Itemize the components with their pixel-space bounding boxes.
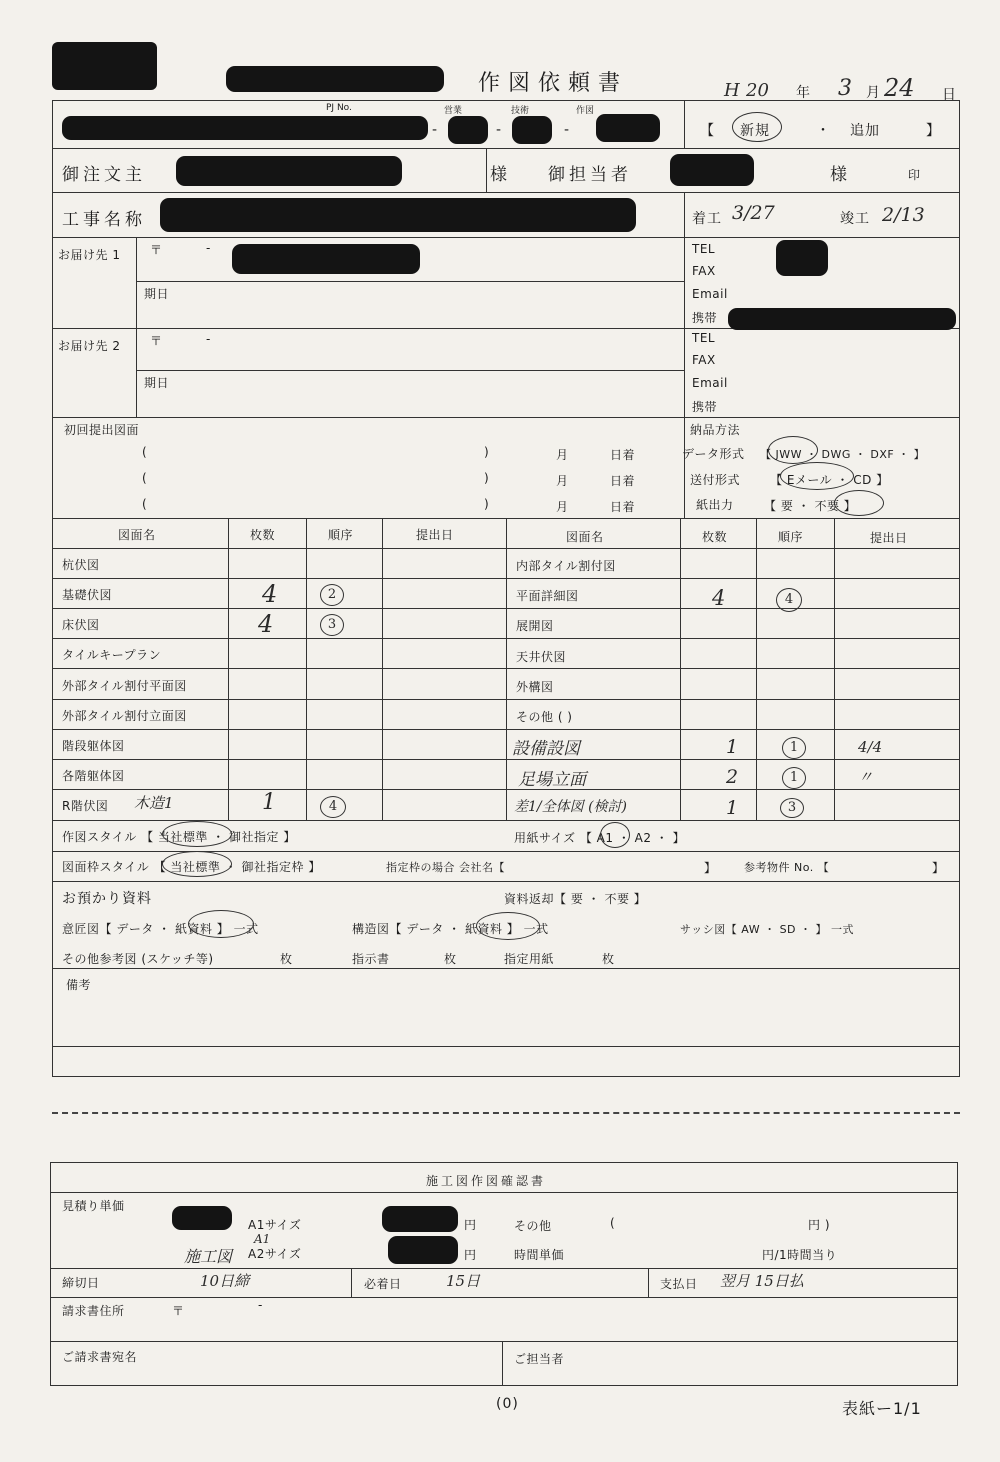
delivery1-label: お届け先 1 [58,248,121,262]
paper-size[interactable]: 用紙サイズ 【 A1 ・ A2 ・ 】 [514,831,686,845]
redacted-a2-price [388,1236,458,1264]
drawing-style-selected-circle [162,821,232,847]
right-drawing-name: 天井伏図 [516,650,567,664]
sash-drawings[interactable]: サッシ図【 AW ・ SD ・ 】 一式 [680,923,855,936]
redacted-tech [512,116,552,144]
left-drawing-note: 木造1 [134,794,174,812]
materials-label: お預かり資料 [62,891,152,907]
person-sama: 様 [830,165,851,185]
frame-company-close: 】 [704,861,717,875]
delivery1-tel: TEL [692,242,716,256]
right-drawing-name: 設備設図 [512,739,580,759]
structure-drawings[interactable]: 構造図【 データ ・ 紙資料 】 一式 [352,922,549,936]
payment-label: 支払日 [660,1277,698,1291]
estimate-label: 見積り単価 [62,1199,125,1213]
delivery2-date-label: 期日 [144,376,170,390]
materials-return[interactable]: 資料返却【 要 ・ 不要 】 [504,892,647,906]
redacted-project-name [160,198,636,232]
date-day: 24 [884,74,915,102]
a1-size-label: A1サイズ [248,1218,302,1232]
right-drawing-order: 4 [776,588,802,612]
billing-to-label: ご請求書宛名 [62,1350,138,1364]
reference-no: 参考物件 No. 【 [744,861,830,874]
right-drawing-name: 差1/全体図 (検討) [514,799,627,815]
billing-dash: - [258,1298,263,1312]
right-header-name: 図面名 [566,530,604,544]
a2-size-label: A2サイズ [248,1247,302,1261]
a1-selected-circle [600,822,630,848]
arrival-value: 15日 [446,1272,481,1290]
delivery1-dash: - [206,241,211,255]
first-submission-label: 初回提出図面 [64,423,140,437]
paper-not-needed-circle [834,490,884,516]
pj-separator-2: - [496,122,503,138]
delivery2-postal: 〒 [150,334,163,348]
left-drawing-name: 各階躯体図 [62,769,125,783]
first-submission-row2-close: ) [484,471,490,485]
a2-yen: 円 [464,1248,477,1262]
redacted-logo [52,42,157,90]
arrival-label: 必着日 [364,1277,402,1291]
right-drawing-order: 1 [782,767,806,789]
first-submission-row3-open: ( [142,497,148,511]
frame-style[interactable]: 図面枠スタイル 【 当社標準 ・ 御社指定枠 】 [62,860,321,874]
sales-label: 営業 [444,106,463,116]
redacted-a1-code [172,1206,232,1230]
right-drawing-submit: 4/4 [858,738,883,756]
page-number: (0) [496,1396,519,1412]
right-drawing-count: 2 [726,766,739,788]
pj-separator-3: - [564,122,571,138]
send-format-label: 送付形式 [690,473,741,487]
left-drawing-name: 外部タイル割付立面図 [62,709,187,723]
right-drawing-submit: 〃 [858,768,874,786]
order-type-close: 】 [926,123,941,139]
first-submission-row3-day: 日着 [610,500,636,514]
delivery1-email: Email [692,287,728,301]
first-submission-row1-close: ) [484,445,490,459]
instruction-label: 指示書 [352,952,390,966]
order-type-dot: ・ [816,123,831,139]
left-drawing-count: 1 [262,790,276,815]
data-format-label: データ形式 [682,447,745,461]
hourly-label: 時間単価 [514,1248,565,1262]
design-paper-circle [188,910,254,938]
redacted-sales [448,116,488,144]
delivery1-postal: 〒 [150,243,163,257]
billing-postal: 〒 [172,1304,185,1318]
redacted-delivery1-mobile [728,308,956,330]
left-drawing-order: 3 [320,614,344,636]
order-type-new[interactable]: 新規 [740,123,770,139]
jww-selected-circle [768,436,818,464]
delivery2-tel: TEL [692,331,716,345]
billing-address-label: 請求書住所 [62,1304,125,1318]
remarks-label: 備考 [66,978,92,992]
left-drawing-name: 外部タイル割付平面図 [62,679,187,693]
right-drawing-name: 足場立面 [518,770,586,790]
redacted-person [670,154,754,186]
pj-separator-1: - [432,122,439,138]
other-reference: その他参考図 (スケッチ等) [62,952,214,966]
left-drawing-name: タイルキープラン [62,648,162,662]
seal-label: 印 [908,168,921,182]
payment-value: 翌月 15日払 [720,1272,804,1290]
drafting-label: 作図 [576,106,595,116]
left-drawing-count: 4 [262,580,278,608]
start-label: 着工 [692,211,722,227]
other-fee-close: 円 ) [808,1218,830,1232]
delivery2-dash: - [206,332,211,346]
confirmation-frame [50,1162,958,1386]
page-title: 作図依頼書 [478,71,629,96]
right-drawing-name: 内部タイル割付図 [516,559,616,573]
redacted-delivery1-tel [776,240,828,276]
deadline-value: 10日締 [200,1272,250,1290]
other-reference-sheets: 枚 [280,952,293,966]
left-drawing-order: 2 [320,584,344,606]
tech-label: 技術 [511,106,530,116]
deadline-label: 締切日 [62,1276,100,1290]
delivery1-mobile: 携帯 [692,311,718,325]
paper-output-options[interactable]: 【 要 ・ 不要 】 [764,499,857,513]
confirmation-title: 施工図作図確認書 [426,1174,547,1188]
left-drawing-count: 4 [258,610,274,638]
end-label: 竣工 [840,211,870,227]
right-drawing-order: 3 [780,798,804,818]
right-drawing-name: 展開図 [516,619,554,633]
right-drawing-count: 4 [712,586,726,610]
right-header-order: 順序 [778,530,804,544]
a1-yen: 円 [464,1218,477,1232]
date-month-label: 月 [866,85,881,101]
new-selected-circle [732,112,782,142]
designated-paper-label: 指定用紙 [504,952,555,966]
date-era: H [724,80,740,101]
redacted-drafting [596,114,660,142]
cut-line [52,1112,960,1114]
left-drawing-name: 杭伏図 [62,558,100,572]
data-format-options[interactable]: 【 JWW ・ DWG ・ DXF ・ 】 [760,448,926,461]
delivery1-date-label: 期日 [144,287,170,301]
right-drawing-order: 1 [782,737,806,759]
first-submission-row1-month: 月 [556,448,569,462]
first-submission-row2-open: ( [142,471,148,485]
designated-paper-sheets: 枚 [602,952,615,966]
project-name-label: 工事名称 [62,210,146,230]
first-submission-row3-close: ) [484,497,490,511]
left-header-count: 枚数 [250,528,276,542]
first-submission-row1-open: ( [142,445,148,459]
redacted-pj-no [62,116,428,140]
order-type-open: 【 [700,123,715,139]
right-drawing-count: 1 [726,736,739,758]
cover-label: 表紙ー1/1 [842,1399,922,1418]
client-label: 御注文主 [62,165,146,185]
redacted-client [176,156,402,186]
frame-company: 指定枠の場合 会社名【 [386,861,505,874]
other-fee-label: その他 [514,1219,552,1233]
frame-style-selected-circle [162,851,232,877]
left-header-submit: 提出日 [416,528,454,542]
date-year-label: 年 [796,85,811,101]
right-drawing-count: 1 [726,797,739,819]
construction-note: 施工図 [184,1247,233,1266]
client-sama: 様 [490,165,511,185]
left-drawing-order: 4 [320,796,346,818]
person-label: 御担当者 [548,165,632,185]
a2-handwritten-note: A1 [254,1232,271,1246]
left-drawing-name: R階伏図 [62,799,109,813]
delivery-method-label: 納品方法 [690,423,741,437]
instruction-sheets: 枚 [444,952,457,966]
send-format-options[interactable]: 【 Eメール ・ CD 】 [770,473,889,487]
order-type-add[interactable]: 追加 [850,123,880,139]
delivery2-email: Email [692,376,728,390]
right-drawing-name: 外構図 [516,680,554,694]
design-drawings[interactable]: 意匠図【 データ ・ 紙資料 】 一式 [62,922,259,936]
delivery2-fax: FAX [692,353,716,367]
first-submission-row2-month: 月 [556,474,569,488]
hourly-unit: 円/1時間当り [762,1248,838,1262]
first-submission-row3-month: 月 [556,500,569,514]
date-month: 3 [838,76,852,101]
delivery1-fax: FAX [692,264,716,278]
left-drawing-name: 基礎伏図 [62,588,113,602]
date-day-label: 日 [942,87,957,103]
left-drawing-name: 床伏図 [62,618,100,632]
redacted-company [226,66,444,92]
end-value: 2/13 [882,204,925,226]
left-drawing-name: 階段躯体図 [62,739,125,753]
drawing-style[interactable]: 作図スタイル 【 当社標準 ・ 御社指定 】 [62,830,296,844]
right-header-submit: 提出日 [870,531,908,545]
left-header-order: 順序 [328,528,354,542]
redacted-delivery1-address [232,244,420,274]
paper-output-label: 紙出力 [696,498,734,512]
right-header-count: 枚数 [702,530,728,544]
delivery2-mobile: 携帯 [692,400,718,414]
date-year: 20 [746,80,769,101]
first-submission-row2-day: 日着 [610,474,636,488]
left-header-name: 図面名 [118,528,156,542]
delivery2-label: お届け先 2 [58,339,121,353]
start-value: 3/27 [732,202,775,224]
first-submission-row1-day: 日着 [610,448,636,462]
right-drawing-name: その他 ( ) [516,710,573,724]
redacted-a1-price [382,1206,458,1232]
pj-no-label: PJ No. [326,103,352,113]
contact-label: ご担当者 [514,1352,565,1366]
other-fee-open: ( [610,1216,616,1230]
structure-paper-circle [476,912,540,940]
reference-no-close: 】 [932,861,945,875]
email-selected-circle [780,462,854,490]
right-drawing-name: 平面詳細図 [516,589,579,603]
